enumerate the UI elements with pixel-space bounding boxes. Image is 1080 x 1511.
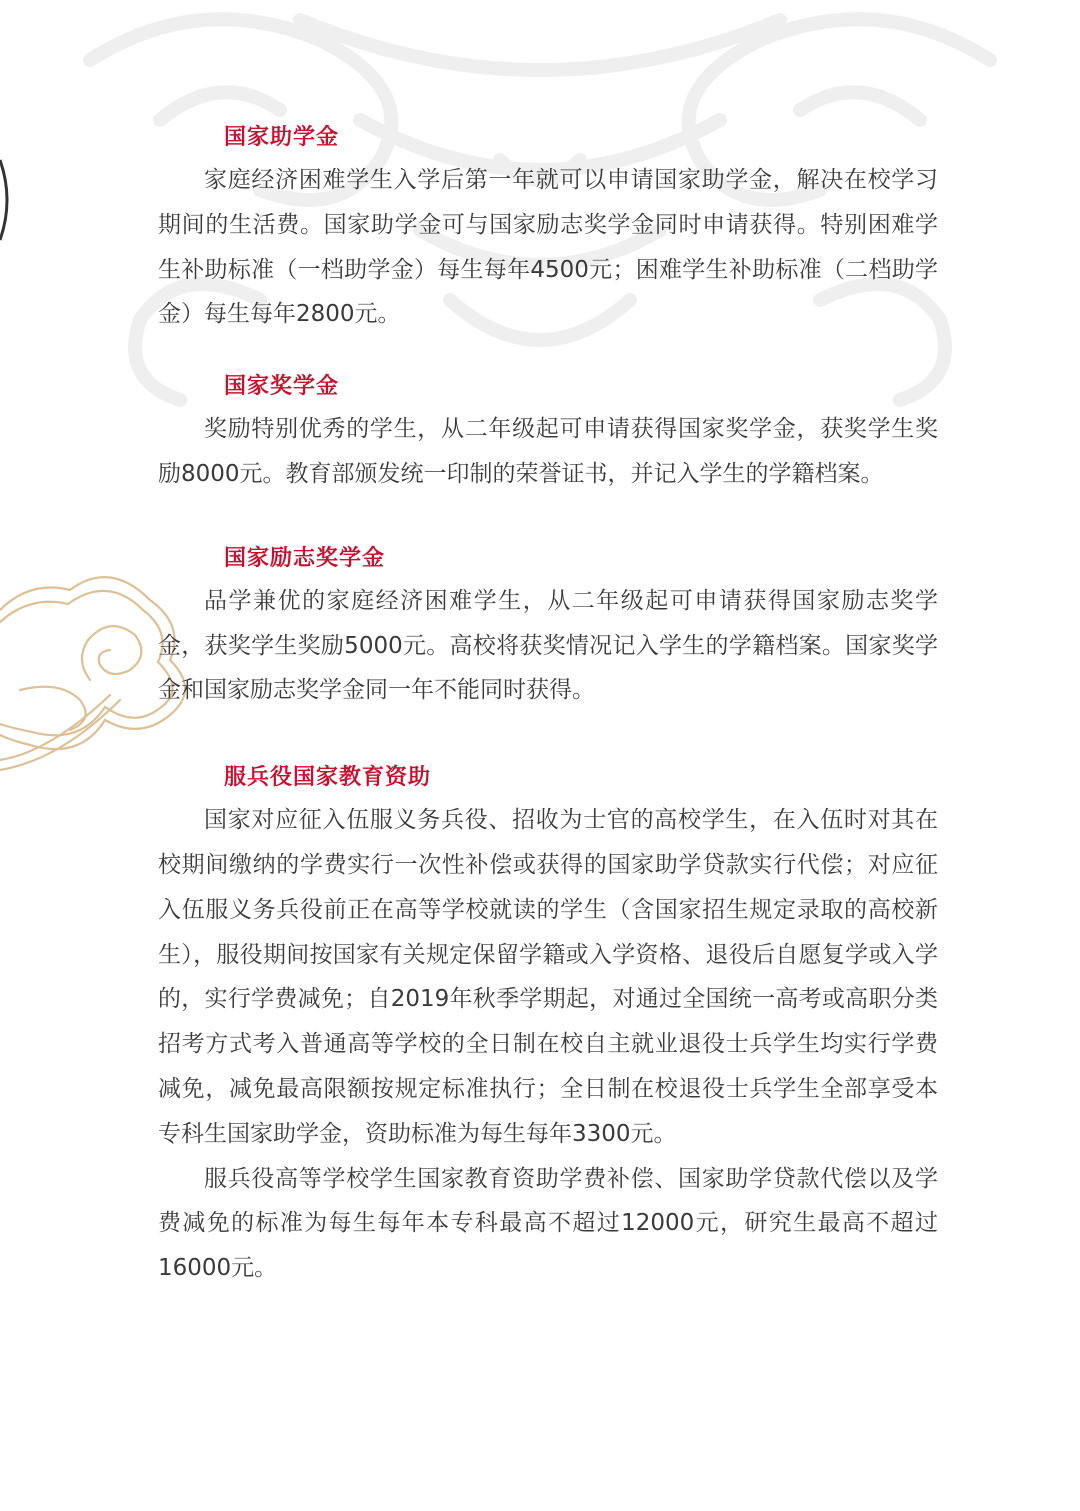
section-paragraph: 奖励特别优秀的学生，从二年级起可申请获得国家奖学金，获奖学生奖励8000元。教育部颁发统一印制的荣誉证书，并记入学生的学籍档案。 xyxy=(158,416,938,487)
section-national-scholarship xyxy=(158,367,938,497)
section-paragraph: 国家对应征入伍服义务兵役、招收为士官的高校学生，在入伍时对其在校期间缴纳的学费实行一次性补偿或获得的国家助学贷款实行代偿；对应征入伍服义务兵役前正在高等学校就读的学生（含国家招生规定录取的高校新生），服役期间按国家有关规定保留学籍或入学资格、退役后自愿复学或入学的，实行学费减免；自2019年秋季学期起，对通过全国统一高考或高职分类招考方式考入普通高等学校的全日制在校自主就业退役士兵学生均实行学费减免，减免最高限额按规定标准执行；全日制在校退役士兵学生全部享受本专科生国家助学金，资助标准为每生每年3300元。 xyxy=(158,807,938,1147)
section-title: 国家励志奖学金 xyxy=(224,545,386,571)
article-body xyxy=(158,118,938,1291)
section-title: 国家奖学金 xyxy=(224,374,340,400)
section-national-grant xyxy=(158,118,938,337)
section-encouragement-scholarship xyxy=(158,539,938,713)
section-paragraph: 品学兼优的家庭经济困难学生，从二年级起可申请获得国家励志奖学金，获奖学生奖励5000元。高校将获奖情况记入学生的学籍档案。国家奖学金和国家励志奖学金同一年不能同时获得。 xyxy=(158,587,938,704)
section-paragraph: 服兵役高等学校学生国家教育资助学费补偿、国家助学贷款代偿以及学费减免的标准为每生每年本专科最高不超过12000元，研究生最高不超过16000元。 xyxy=(158,1165,938,1282)
section-paragraph: 家庭经济困难学生入学后第一年就可以申请国家助学金，解决在校学习期间的生活费。国家助学金可与国家励志奖学金同时申请获得。特别困难学生补助标准（一档助学金）每生每年4500元；困难学生补助标准（二档助学金）每生每年2800元。 xyxy=(158,167,938,328)
left-edge-arc xyxy=(0,160,7,240)
section-title: 服兵役国家教育资助 xyxy=(224,765,432,791)
section-title: 国家助学金 xyxy=(224,125,340,150)
section-military-service-aid xyxy=(158,758,938,1291)
